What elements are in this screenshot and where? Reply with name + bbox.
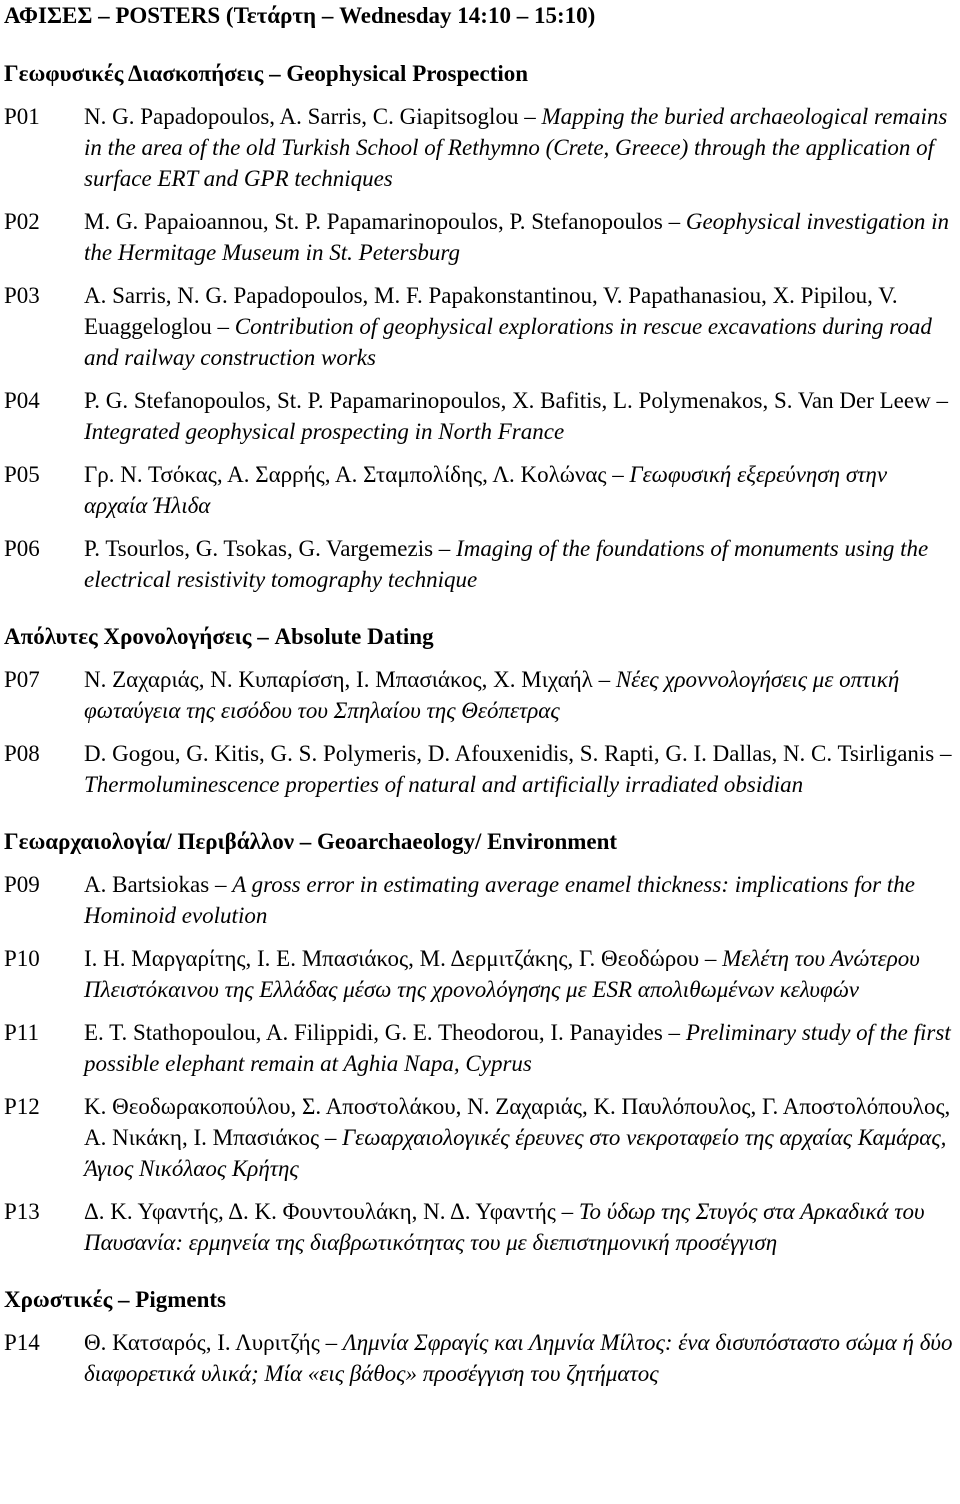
- poster-title: Thermoluminescence properties of natural and artificially irradiated obsidian: [84, 772, 804, 797]
- poster-body: [84, 943, 960, 1005]
- spacer: [4, 857, 960, 869]
- poster-title: Γεωαρχαιολογικές έρευνες στο νεκροταφείο της αρχαίας Καμάρας, Άγιος Νικόλαος Κρήτης: [84, 1125, 947, 1181]
- poster-title: Integrated geophysical prospecting in North France: [84, 419, 565, 444]
- poster-body: [84, 280, 960, 373]
- poster-authors: A. Sarris, N. G. Papadopoulos, M. F. Papakonstantinou, V. Papathanasiou, X. Pipilou, V. Euaggeloglou –: [84, 283, 898, 339]
- page-title: ΑΦΙΣΕΣ – POSTERS (Τετάρτη – Wednesday 14:10 – 15:10): [4, 3, 596, 28]
- poster-authors: D. Gogou, G. Kitis, G. S. Polymeris, D. Afouxenidis, S. Rapti, G. I. Dallas, N. C. Tsirliganis –: [84, 741, 952, 766]
- poster-entry: [4, 1327, 960, 1389]
- poster-body: [84, 385, 960, 447]
- poster-code: P02: [4, 209, 40, 234]
- poster-entry: [4, 459, 960, 521]
- spacer: [4, 1315, 960, 1327]
- poster-body: [84, 869, 960, 931]
- poster-title: Νέες χροννολογήσεις με οπτική φωταύγεια της εισόδου του Σπηλαίου της Θεόπετρας: [84, 667, 900, 723]
- poster-body: [84, 1196, 960, 1258]
- spacer: [4, 931, 960, 943]
- poster-entry: [4, 385, 960, 447]
- section-spacer: [4, 595, 960, 621]
- poster-entry: [4, 943, 960, 1005]
- poster-authors: Ν. Ζαχαριάς, Ν. Κυπαρίσση, Ι. Μπασιάκος, Χ. Μιχαήλ –: [84, 667, 616, 692]
- poster-entry: [4, 664, 960, 726]
- poster-body: [84, 1091, 960, 1184]
- spacer: [4, 268, 960, 280]
- poster-body: [84, 738, 960, 800]
- spacer: [4, 726, 960, 738]
- poster-title: Mapping the buried archaeological remains in the area of the old Turkish School of Rethymno (Crete, Greece) through the application of surface ERT and GPR techniques: [84, 104, 948, 191]
- spacer: [4, 447, 960, 459]
- poster-code: P12: [4, 1094, 40, 1119]
- poster-code: P01: [4, 104, 40, 129]
- poster-title: Το ύδωρ της Στυγός στα Αρκαδικά του Παυσανία: ερμηνεία της διαβρωτικότητας του με διεπιστημονική προσέγγιση: [84, 1199, 925, 1255]
- poster-authors: P. Tsourlos, G. Tsokas, G. Vargemezis –: [84, 536, 457, 561]
- poster-code: P13: [4, 1199, 40, 1224]
- poster-body: [84, 101, 960, 194]
- spacer: [4, 521, 960, 533]
- poster-authors: M. G. Papaioannou, St. P. Papamarinopoulos, P. Stefanopoulos –: [84, 209, 686, 234]
- poster-body: [84, 533, 960, 595]
- poster-body: [84, 1327, 960, 1389]
- section-heading: Γεωαρχαιολογία/ Περιβάλλον – Geoarchaeology/ Environment: [4, 829, 618, 854]
- poster-authors: E. T. Stathopoulou, A. Filippidi, G. E. Theodorou, I. Panayides –: [84, 1020, 686, 1045]
- poster-code: P03: [4, 283, 40, 308]
- poster-entry: [4, 1196, 960, 1258]
- poster-title: Γεωφυσική εξερεύνηση στην αρχαία Ήλιδα: [84, 462, 888, 518]
- section-spacer: [4, 800, 960, 826]
- poster-title: Preliminary study of the first possible elephant remain at Aghia Napa, Cyprus: [84, 1020, 951, 1076]
- section-heading: Απόλυτες Χρονολογήσεις – Absolute Dating: [4, 624, 434, 649]
- poster-authors: Γρ. Ν. Τσόκας, Α. Σαρρής, Α. Σταμπολίδης, Λ. Κολώνας –: [84, 462, 630, 487]
- poster-authors: Ι. Η. Μαργαρίτης, Ι. Ε. Μπασιάκος, Μ. Δερμιτζάκης, Γ. Θεοδώρου –: [84, 946, 723, 971]
- poster-body: [84, 206, 960, 268]
- poster-title: Geophysical investigation in the Hermitage Museum in St. Petersburg: [84, 209, 950, 265]
- poster-entry: [4, 1091, 960, 1184]
- poster-authors: P. G. Stefanopoulos, St. P. Papamarinopoulos, X. Bafitis, L. Polymenakos, S. Van Der Leew –: [84, 388, 948, 413]
- poster-entry: [4, 206, 960, 268]
- section-heading: Γεωφυσικές Διασκοπήσεις – Geophysical Prospection: [4, 61, 529, 86]
- poster-title: A gross error in estimating average enamel thickness: implications for the Hominoid evolution: [84, 872, 915, 928]
- section-heading: Χρωστικές – Pigments: [4, 1287, 226, 1312]
- spacer: [4, 373, 960, 385]
- poster-code: P07: [4, 667, 40, 692]
- spacer: [4, 1005, 960, 1017]
- poster-code: P08: [4, 741, 40, 766]
- poster-code: P11: [4, 1020, 39, 1045]
- poster-code: P04: [4, 388, 40, 413]
- poster-authors: Κ. Θεοδωρακοπούλου, Σ. Αποστολάκου, Ν. Ζαχαριάς, Κ. Παυλόπουλος, Γ. Αποστολόπουλος, Α. Νικάκη, Ι. Μπασιάκος –: [84, 1094, 951, 1150]
- poster-entry: [4, 101, 960, 194]
- poster-sections: [4, 58, 960, 1389]
- poster-authors: Θ. Κατσαρός, Ι. Λυριτζής –: [84, 1330, 343, 1355]
- spacer: [4, 31, 960, 58]
- spacer: [4, 1184, 960, 1196]
- poster-title: Λημνία Σφραγίς και Λημνία Μίλτος: ένα δισυπόσταστο σώμα ή δύο διαφορετικά υλικά; Μία «εις βάθος» προσέγγιση του ζητήματος: [84, 1330, 953, 1386]
- poster-body: [84, 1017, 960, 1079]
- poster-title: Μελέτη του Ανώτερου Πλειστόκαινου της Ελλάδας μέσω της χρονολόγησης με ESR απολιθωμένων κελυφών: [84, 946, 920, 1002]
- poster-code: P05: [4, 462, 40, 487]
- poster-title: Imaging of the foundations of monuments using the electrical resistivity tomography technique: [84, 536, 929, 592]
- poster-authors: Δ. Κ. Υφαντής, Δ. Κ. Φουντουλάκη, Ν. Δ. Υφαντής –: [84, 1199, 579, 1224]
- poster-code: P09: [4, 872, 40, 897]
- poster-entry: [4, 869, 960, 931]
- poster-body: [84, 459, 960, 521]
- poster-entry: [4, 1017, 960, 1079]
- poster-entry: [4, 533, 960, 595]
- poster-entry: [4, 280, 960, 373]
- poster-code: P10: [4, 946, 40, 971]
- poster-authors: A. Bartsiokas –: [84, 872, 233, 897]
- poster-code: P06: [4, 536, 40, 561]
- spacer: [4, 652, 960, 664]
- poster-code: P14: [4, 1330, 40, 1355]
- poster-title: Contribution of geophysical explorations in rescue excavations during road and railway construction works: [84, 314, 932, 370]
- spacer: [4, 1079, 960, 1091]
- spacer: [4, 89, 960, 101]
- poster-body: [84, 664, 960, 726]
- poster-authors: N. G. Papadopoulos, A. Sarris, C. Giapitsoglou –: [84, 104, 542, 129]
- spacer: [4, 194, 960, 206]
- section-spacer: [4, 1258, 960, 1284]
- poster-entry: [4, 738, 960, 800]
